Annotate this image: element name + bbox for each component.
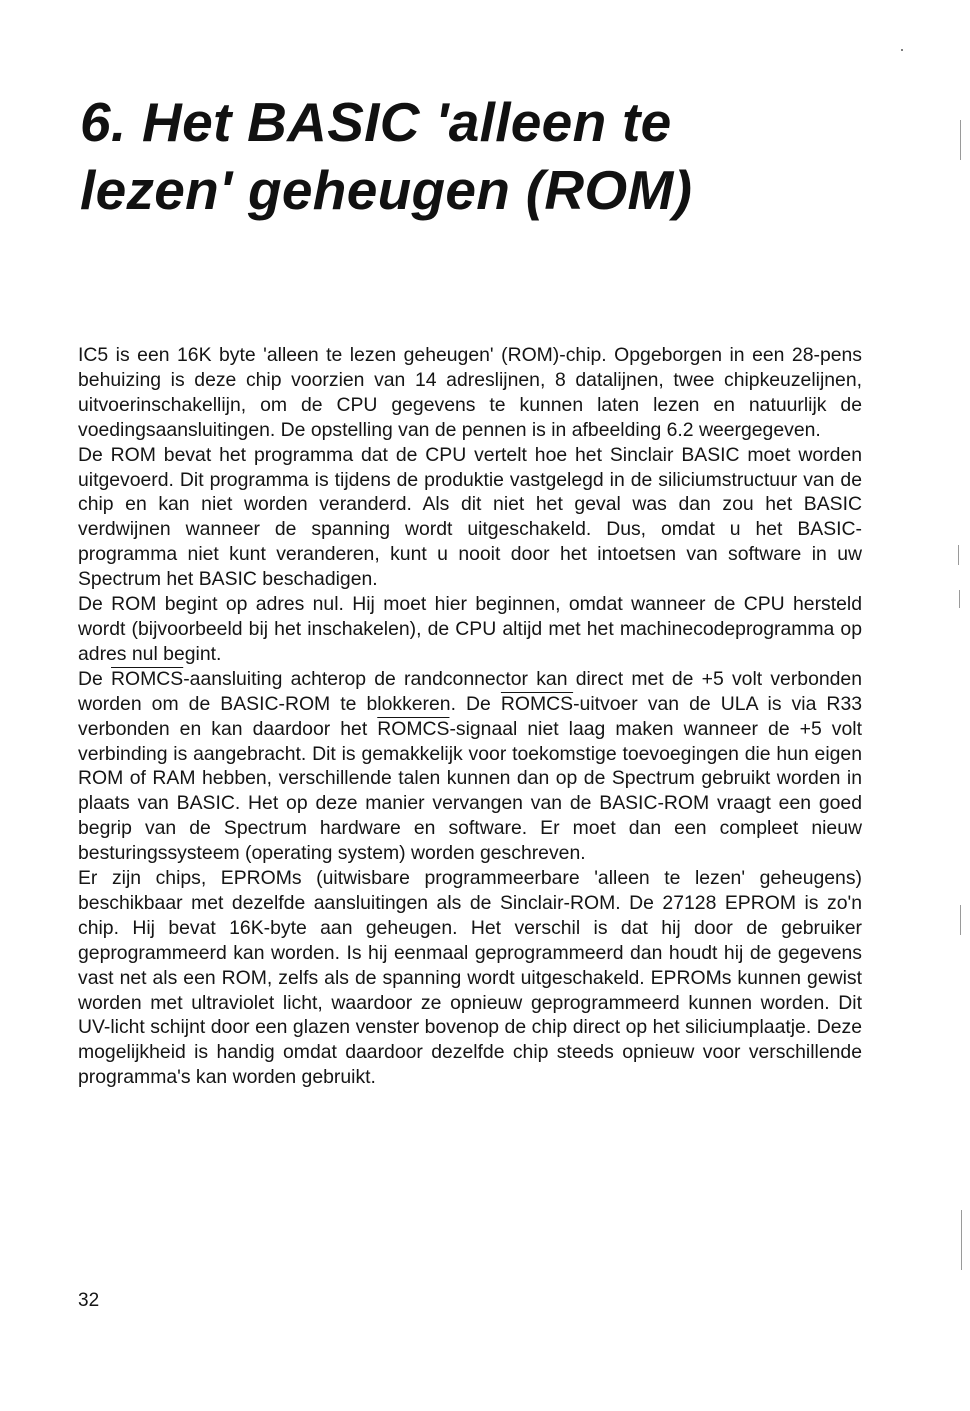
paragraph-ic5: IC5 is een 16K byte 'alleen te lezen geheugen' (ROM)-chip. Opgeborgen in een 28-pens behuizing is deze chip voorzien van 14 adreslijnen, 8 datalijnen, twee chipkeuzelijnen, uitvoerinschakellijn, om de CPU gegevens te kunnen laten lezen en natuurlijk de voedingsaansluitingen. De opstelling van de pennen is in afbeelding 6.2 weergegeven.: [78, 344, 862, 441]
chapter-title: [80, 88, 900, 224]
paragraph-rom-address: De ROM begint op adres nul. Hij moet hier beginnen, omdat wanneer de CPU hersteld wordt (bijvoorbeeld bij het inschakelen), de CPU altijd met het machinecodeprogramma op adres nul begint.: [78, 593, 862, 665]
paragraph-romcs: [78, 667, 862, 866]
scan-edge-mark: [958, 545, 959, 565]
scan-speck: [901, 49, 903, 51]
chapter-title-line-1: 6. Het BASIC 'alleen te: [80, 91, 672, 153]
romcs-signal-name: ROMCS: [111, 667, 184, 690]
romcs-text-part-1: -aansluiting achterop de randconnector kan direct met de +5 volt verbonden worden om de BASIC-ROM te blokkeren. De: [78, 667, 862, 715]
scan-edge-mark: [960, 905, 961, 935]
romcs-text-part-3: -signaal niet laag maken wanneer de +5 volt verbinding is aangebracht. Dit is gemakkelijk voor toekomstige toevoegingen die hun eigen ROM of RAM hebben, verschillende talen kunnen dan op de Spectrum gebruikt worden in plaats van BASIC. Het op deze manier vervangen van de BASIC-ROM vraagt een goed begrip van de Spectrum hardware en software. Er moet dan een compleet nieuw besturingssysteem (operating system) worden geschreven.: [78, 717, 862, 865]
page-number: 32: [78, 1290, 100, 1311]
paragraph-eprom: Er zijn chips, EPROMs (uitwisbare programmeerbare 'alleen te lezen' geheugens) beschikbaar met dezelfde aansluitingen als de Sinclair-ROM. De 27128 EPROM is zo'n chip. Hij bevat 16K-byte aan geheugen. Het verschil is dat hij door de gebruiker geprogrammeerd kan worden. Is hij eenmaal geprogrammeerd dan houdt hij de gegevens vast net als een ROM, zelfs als de spanning wordt uitgeschakeld. EPROMs kunnen gewist worden met ultraviolet licht, waardoor ze opnieuw geprogrammeerd kunnen worden. Dit UV-licht schijnt door een glazen venster bovenop de chip direct op het siliciumplaatje. Deze mogelijkheid is handig omdat daardoor dezelfde chip steeds opnieuw voor verschillende programma's kan worden gebruikt.: [78, 867, 862, 1089]
scan-edge-mark: [959, 590, 960, 608]
scan-edge-mark: [960, 120, 961, 160]
romcs-text-part-2: -uitvoer van de ULA is via R33 verbonden en kan daardoor het: [78, 692, 863, 740]
paragraph-rom-program: De ROM bevat het programma dat de CPU vertelt hoe het Sinclair BASIC moet worden uitgevoerd. Dit programma is tijdens de produktie vastgelegd in de siliciumstructuur van de chip en kan niet worden veranderd. Als dit niet het geval was dan zou het BASIC verdwijnen wanneer de spanning wordt uitgeschakeld. Dus, omdat u het BASIC-programma niet kunt veranderen, kunt u nooit door het intoetsen van software in uw Spectrum het BASIC beschadigen.: [78, 443, 862, 591]
romcs-signal-name: ROMCS: [500, 692, 574, 715]
scan-edge-mark: [961, 1210, 962, 1270]
body-text: [78, 343, 862, 1090]
romcs-signal-name: ROMCS: [377, 717, 450, 740]
chapter-title-line-2: lezen' geheugen (ROM): [80, 159, 693, 221]
romcs-prefix: De: [78, 667, 112, 690]
